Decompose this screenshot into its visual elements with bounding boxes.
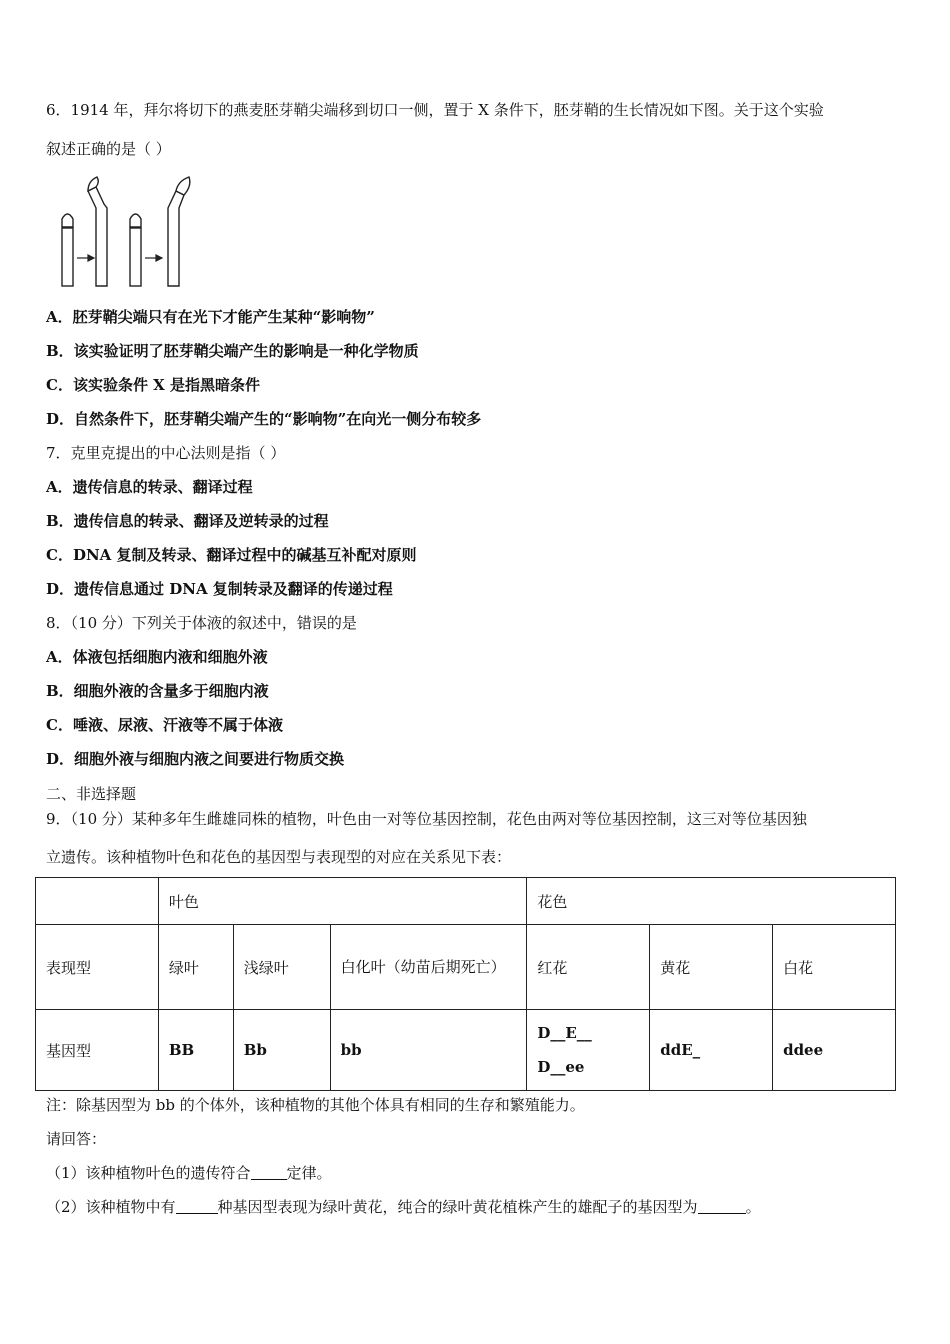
q6-stem-line2: 叙述正确的是（ ）	[46, 140, 171, 158]
q7-option-a: A．遗传信息的转录、翻译过程	[46, 478, 253, 496]
sub2-text-a: （2）该种植物中有	[46, 1198, 176, 1216]
table-cell: 白化叶（幼苗后期死亡）	[330, 925, 527, 1010]
sub1-text-a: （1）该种植物叶色的遗传符合	[46, 1164, 251, 1182]
q8-option-b: B．细胞外液的含量多于细胞内液	[46, 682, 269, 700]
sub2-text-c: 。	[745, 1198, 761, 1216]
q6-option-b: B．该实验证明了胚芽鞘尖端产生的影响是一种化学物质	[46, 342, 419, 360]
answer-blank[interactable]	[176, 1198, 218, 1214]
table-cell: Bb	[233, 1010, 330, 1091]
q7-option-b: B．遗传信息的转录、翻译及逆转录的过程	[46, 512, 329, 530]
table-header-flower-color: 花色	[527, 878, 896, 925]
table-cell: 黄花	[650, 925, 773, 1010]
q8-option-a: A．体液包括细胞内液和细胞外液	[46, 648, 268, 666]
q8-option-c: C．唾液、尿液、汗液等不属于体液	[46, 716, 283, 734]
sub2-text-b: 种基因型表现为绿叶黄花，纯合的绿叶黄花植株产生的雄配子的基因型为	[217, 1198, 698, 1216]
table-row-phenotype	[36, 925, 896, 1010]
q7-stem: 7．克里克提出的中心法则是指（ ）	[46, 444, 286, 462]
table-cell: 基因型	[36, 1010, 159, 1091]
table-header-row	[36, 878, 896, 925]
genotype-phenotype-table	[35, 877, 896, 1091]
q9-sub2	[46, 1197, 761, 1217]
table-cell: 表现型	[36, 925, 159, 1010]
answer-blank[interactable]	[698, 1198, 746, 1214]
table-cell-corner	[36, 878, 159, 925]
table-row-genotype	[36, 1010, 896, 1091]
table-cell: bb	[330, 1010, 527, 1091]
table-cell-red-flower-genotypes	[527, 1010, 650, 1091]
q9-sub1	[46, 1163, 332, 1183]
sub1-text-b: 定律。	[286, 1164, 332, 1182]
q9-prompt: 请回答：	[46, 1130, 107, 1148]
q8-stem: 8．（10 分）下列关于体液的叙述中，错误的是	[46, 614, 357, 632]
table-cell: BB	[158, 1010, 233, 1091]
q6-option-d: D．自然条件下，胚芽鞘尖端产生的“影响物”在向光一侧分布较多	[46, 410, 482, 428]
table-cell: ddee	[773, 1010, 896, 1091]
q9-stem-line2: 立遗传。该种植物叶色和花色的基因型与表现型的对应在关系见下表：	[46, 848, 512, 866]
table-header-leaf-color: 叶色	[158, 878, 527, 925]
table-cell: ddE_	[650, 1010, 773, 1091]
table-cell: 白花	[773, 925, 896, 1010]
q6-option-a: A．胚芽鞘尖端只有在光下才能产生某种“影响物”	[46, 308, 375, 326]
table-cell: 绿叶	[158, 925, 233, 1010]
section-title: 二、非选择题	[46, 785, 137, 803]
q6-option-c: C．该实验条件 X 是指黑暗条件	[46, 376, 261, 394]
q7-option-c: C．DNA 复制及转录、翻译过程中的碱基互补配对原则	[46, 546, 417, 564]
genotype-text: D__ee	[537, 1058, 585, 1076]
table-cell: 红花	[527, 925, 650, 1010]
genotype-text: D__E__	[537, 1024, 592, 1042]
coleoptile-figure	[52, 176, 197, 288]
q6-stem-line1: 6．1914 年，拜尔将切下的燕麦胚芽鞘尖端移到切口一侧，置于 X 条件下，胚芽鞘的生长情况如下图。关于这个实验	[46, 101, 824, 119]
answer-blank[interactable]	[251, 1164, 287, 1180]
q9-note: 注：除基因型为 bb 的个体外，该种植物的其他个体具有相同的生存和繁殖能力。	[46, 1096, 585, 1114]
q9-stem-line1: 9．（10 分）某种多年生雌雄同株的植物，叶色由一对等位基因控制，花色由两对等位基因控制，这三对等位基因独	[46, 810, 807, 828]
table-cell: 浅绿叶	[233, 925, 330, 1010]
q7-option-d: D．遗传信息通过 DNA 复制转录及翻译的传递过程	[46, 580, 393, 598]
q8-option-d: D．细胞外液与细胞内液之间要进行物质交换	[46, 750, 345, 768]
